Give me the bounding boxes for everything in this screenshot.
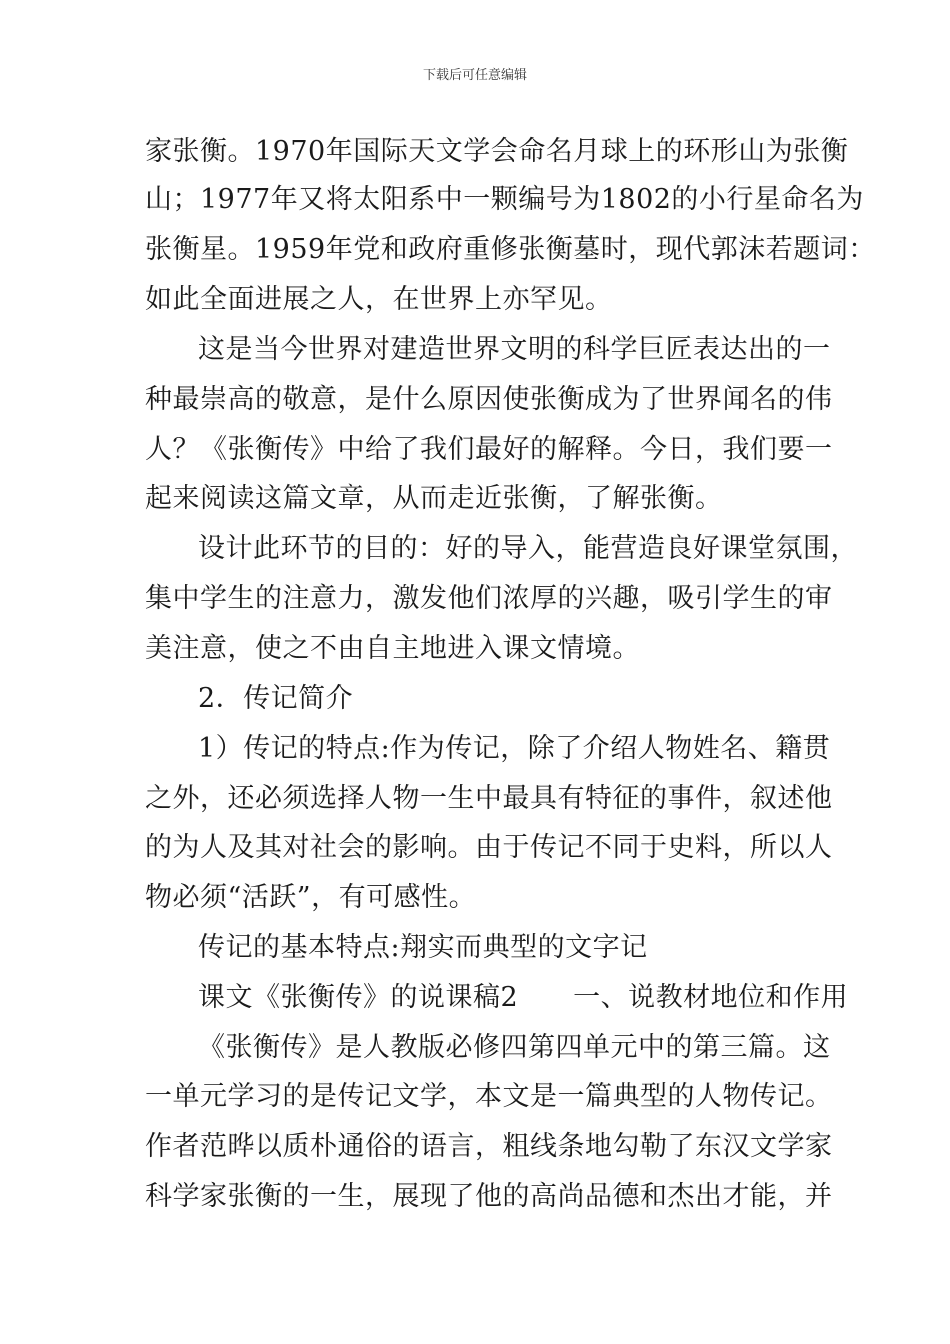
text-line: 设计此环节的目的：好的导入，能营造良好课堂氛围， xyxy=(198,533,858,564)
text-line: 传记的基本特点:翔实而典型的文字记 xyxy=(198,932,648,963)
text-line: 起来阅读这篇文章，从而走近张衡，了解张衡。 xyxy=(145,483,723,514)
section-heading: 2．传记简介 xyxy=(198,683,354,714)
text-line: 的为人及其对社会的影响。由于传记不同于史料，所以人 xyxy=(145,832,833,863)
text-line: 这是当今世界对建造世界文明的科学巨匠表达出的一 xyxy=(198,334,831,365)
text-line: 科学家张衡的一生，展现了他的高尚品德和杰出才能，并 xyxy=(145,1181,833,1212)
text-line: 种最崇高的敬意，是什么原因使张衡成为了世界闻名的伟 xyxy=(145,384,833,415)
page-header: 下载后可任意编辑 xyxy=(422,68,527,83)
text-line: 美注意，使之不由自主地进入课文情境。 xyxy=(145,633,640,664)
text-line: 张衡星。1959年党和政府重修张衡墓时，现代郭沫若题词： xyxy=(145,234,876,265)
text-line: 一单元学习的是传记文学，本文是一篇典型的人物传记。 xyxy=(145,1081,833,1112)
text-line: 《张衡传》是人教版必修四第四单元中的第三篇。这 xyxy=(198,1032,831,1063)
text-line: 人？《张衡传》中给了我们最好的解释。今日，我们要一 xyxy=(145,434,833,465)
text-line: 课文《张衡传》的说课稿2 一、说教材地位和作用 xyxy=(198,982,849,1013)
text-line: 之外，还必须选择人物一生中最具有特征的事件，叙述他 xyxy=(145,783,833,814)
text-line: 1）传记的特点:作为传记，除了介绍人物姓名、籍贯 xyxy=(198,733,831,764)
text-line: 山；1977年又将太阳系中一颗编号为1802的小行星命名为 xyxy=(145,184,864,215)
text-line: 物必须“活跃”，有可感性。 xyxy=(145,882,477,913)
text-line: 家张衡。1970年国际天文学会命名月球上的环形山为张衡 xyxy=(145,136,849,167)
text-line: 集中学生的注意力，激发他们浓厚的兴趣，吸引学生的审 xyxy=(145,583,833,614)
text-line: 如此全面进展之人，在世界上亦罕见。 xyxy=(145,284,613,315)
text-line: 作者范晔以质朴通俗的语言，粗线条地勾勒了东汉文学家 xyxy=(145,1131,833,1162)
